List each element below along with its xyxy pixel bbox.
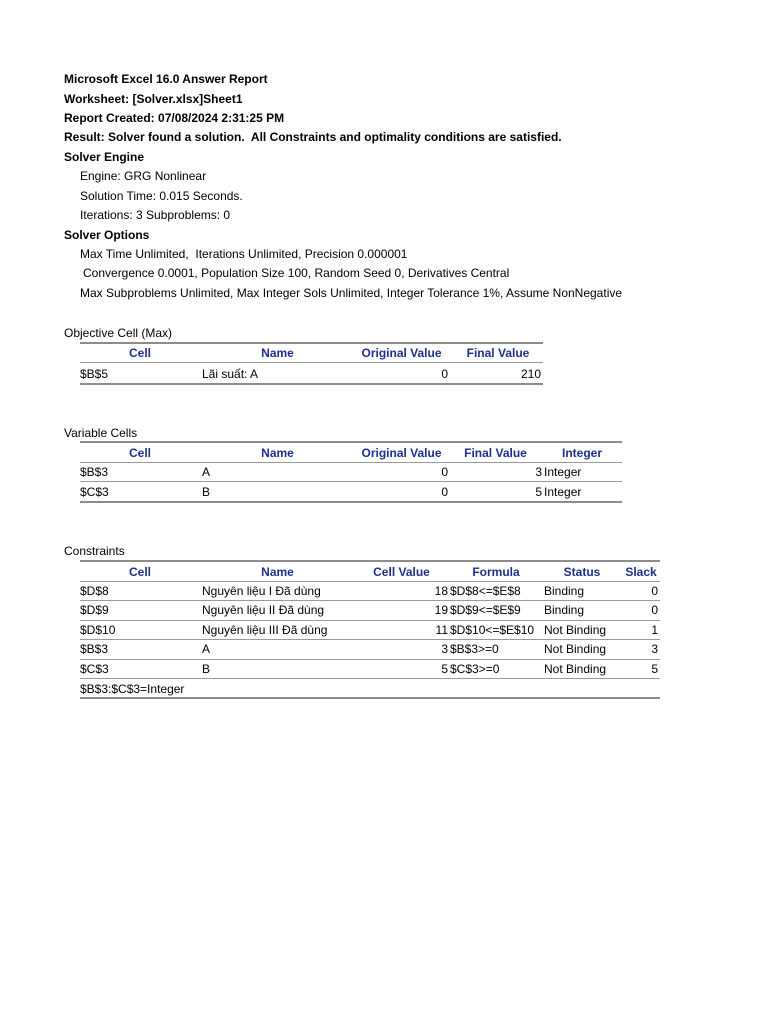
iterations-line: Iterations: 3 Subproblems: 0 — [80, 208, 231, 222]
options-line-1: Max Time Unlimited, Iterations Unlimited, Precision 0.000001 — [80, 247, 408, 261]
row-divider — [80, 620, 660, 621]
col-header-name: Name — [261, 565, 294, 579]
result-line: Result: Solver found a solution. All Constraints and optimality conditions are satisfied. — [64, 130, 562, 144]
options-line-3: Max Subproblems Unlimited, Max Integer Sols Unlimited, Integer Tolerance 1%, Assume NonNegative — [80, 286, 623, 300]
objective-header-rule — [80, 362, 543, 363]
objective-bottom-rule — [80, 383, 543, 385]
status: Binding — [544, 603, 585, 617]
variable-section-title: Variable Cells — [64, 426, 138, 440]
formula: $D$9<=$E$9 — [450, 603, 521, 617]
report-created-line: Report Created: 07/08/2024 2:31:25 PM — [64, 111, 285, 125]
constraints-top-rule — [80, 560, 660, 562]
options-line-2: Convergence 0.0001, Population Size 100, Random Seed 0, Derivatives Central — [83, 266, 510, 280]
solver-options-heading: Solver Options — [64, 228, 150, 242]
integer-flag: Integer — [544, 465, 582, 479]
col-header-original-value: Original Value — [361, 346, 442, 360]
variable-header-rule — [80, 462, 622, 463]
cell-name: Lãi suất: A — [202, 367, 259, 381]
cell-name: A — [202, 465, 211, 479]
cell-name: B — [202, 662, 211, 676]
cell-ref: $B$5 — [80, 367, 109, 381]
cell-name: Nguyên liệu I Đã dùng — [202, 584, 321, 598]
slack: 0 — [651, 584, 658, 598]
cell-name: Nguyên liệu II Đã dùng — [202, 603, 325, 617]
row-divider — [80, 600, 660, 601]
slack: 3 — [651, 642, 658, 656]
integer-flag: Integer — [544, 485, 582, 499]
slack: 5 — [651, 662, 658, 676]
variable-bottom-rule — [80, 501, 622, 503]
engine-line: Engine: GRG Nonlinear — [80, 169, 207, 183]
final-value: 210 — [520, 367, 541, 381]
constraints-header-rule — [80, 581, 660, 582]
col-header-cell: Cell — [128, 346, 151, 360]
cell-ref: $D$9 — [80, 603, 109, 617]
cell-ref: $B$3 — [80, 465, 109, 479]
row-divider — [80, 659, 660, 660]
cell-name: B — [202, 485, 211, 499]
cell-ref: $D$8 — [80, 584, 109, 598]
cell-ref: $D$10 — [80, 623, 116, 637]
col-header-final-value: Final Value — [466, 346, 530, 360]
constraints-bottom-rule — [80, 697, 660, 699]
objective-top-rule — [80, 342, 543, 344]
cell-name: A — [202, 642, 211, 656]
solution-time-line: Solution Time: 0.015 Seconds. — [80, 189, 243, 203]
col-header-name: Name — [261, 346, 294, 360]
col-header-cell: Cell — [128, 565, 151, 579]
constraints-section-title: Constraints — [64, 544, 125, 558]
col-header-final-value: Final Value — [464, 446, 527, 460]
formula: $D$10<=$E$10 — [450, 623, 535, 637]
status: Not Binding — [544, 623, 607, 637]
cell-value: 11 — [435, 623, 448, 637]
cell-name: Nguyên liệu III Đã dùng — [202, 623, 328, 637]
report-title: Microsoft Excel 16.0 Answer Report — [64, 72, 268, 86]
formula: $D$8<=$E$8 — [450, 584, 521, 598]
cell-ref: $C$3 — [80, 485, 109, 499]
col-header-status: Status — [563, 565, 601, 579]
original-value: 0 — [441, 485, 448, 499]
formula: $B$3>=0 — [450, 642, 499, 656]
cell-ref: $B$3 — [80, 642, 109, 656]
cell-value: 3 — [441, 642, 448, 656]
worksheet-line: Worksheet: [Solver.xlsx]Sheet1 — [64, 92, 243, 106]
final-value: 3 — [535, 465, 542, 479]
solver-engine-heading: Solver Engine — [64, 150, 145, 164]
col-header-slack: Slack — [625, 565, 657, 579]
cell-value: 18 — [434, 584, 448, 598]
original-value: 0 — [441, 367, 448, 381]
col-header-name: Name — [261, 446, 294, 460]
status: Not Binding — [544, 642, 607, 656]
row-divider — [80, 678, 660, 679]
variable-top-rule — [80, 441, 622, 443]
col-header-formula: Formula — [472, 565, 520, 579]
objective-section-title: Objective Cell (Max) — [64, 326, 173, 340]
original-value: 0 — [441, 465, 448, 479]
cell-value: 5 — [441, 662, 448, 676]
col-header-integer: Integer — [561, 446, 602, 460]
status: Binding — [544, 584, 585, 598]
slack: 1 — [651, 623, 658, 637]
integer-constraint-footer: $B$3:$C$3=Integer — [80, 682, 185, 696]
col-header-cell: Cell — [128, 446, 151, 460]
final-value: 5 — [535, 485, 542, 499]
formula: $C$3>=0 — [450, 662, 500, 676]
slack: 0 — [651, 603, 658, 617]
col-header-cell-value: Cell Value — [373, 565, 430, 579]
row-divider — [80, 639, 660, 640]
row-divider — [80, 481, 622, 482]
status: Not Binding — [544, 662, 607, 676]
cell-ref: $C$3 — [80, 662, 109, 676]
col-header-original-value: Original Value — [361, 446, 442, 460]
cell-value: 19 — [434, 603, 448, 617]
